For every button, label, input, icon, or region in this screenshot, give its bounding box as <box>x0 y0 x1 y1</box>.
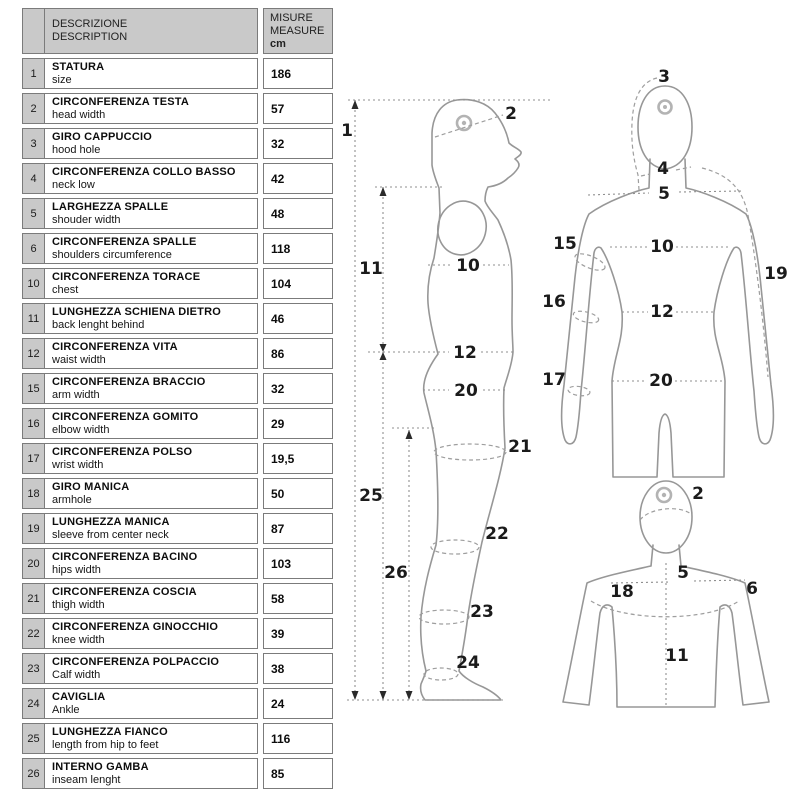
description-it: CIRCONFERENZA POLSO <box>52 446 193 458</box>
header-measure-cell <box>263 8 333 54</box>
description-en: sleeve from center neck <box>52 529 169 541</box>
table-row <box>22 653 258 684</box>
row-description-cell <box>44 653 258 684</box>
description-it: CIRCONFERENZA GINOCCHIO <box>52 621 219 633</box>
row-description-cell <box>44 408 258 439</box>
table-row <box>22 548 258 579</box>
row-number: 6 <box>22 233 45 264</box>
measure-point-label: 12 <box>453 343 477 363</box>
measure-value: 39 <box>263 618 333 649</box>
table-row <box>22 723 258 754</box>
measure-point-label: 21 <box>508 437 532 457</box>
description-en: knee width <box>52 634 105 646</box>
measure-value: 29 <box>263 408 333 439</box>
measure-value: 48 <box>263 198 333 229</box>
description-en: length from hip to feet <box>52 739 159 751</box>
row-description-cell <box>44 163 258 194</box>
back-head-outline <box>640 481 692 553</box>
row-description-cell <box>44 618 258 649</box>
measure-value: 118 <box>263 233 333 264</box>
header-measure: MEASURE <box>270 25 325 37</box>
description-en: Calf width <box>52 669 101 681</box>
header-number-cell <box>22 8 45 54</box>
measure-value: 104 <box>263 268 333 299</box>
row-number: 20 <box>22 548 45 579</box>
measure-point-label: 24 <box>456 653 480 673</box>
row-number: 25 <box>22 723 45 754</box>
row-number: 11 <box>22 303 45 334</box>
measure-point-label: 25 <box>359 486 383 506</box>
table-header-row <box>22 8 258 54</box>
description-it: CIRCONFERENZA COSCIA <box>52 586 197 598</box>
arrow-up-11 <box>380 187 387 196</box>
description-it: GIRO MANICA <box>52 481 130 493</box>
header-descrizione: DESCRIZIONE <box>52 18 128 30</box>
measure-value: 24 <box>263 688 333 719</box>
table-row <box>22 373 258 404</box>
measure-point-label: 1 <box>341 121 353 141</box>
header-description: DESCRIPTION <box>52 31 128 43</box>
measure-value: 19,5 <box>263 443 333 474</box>
measure-value: 87 <box>263 513 333 544</box>
measure-table-values <box>263 8 333 793</box>
measure-point-label: 26 <box>384 563 408 583</box>
description-it: GIRO CAPPUCCIO <box>52 131 152 143</box>
table-row <box>22 58 258 89</box>
measure-point-label: 20 <box>649 371 673 391</box>
description-en: arm width <box>52 389 100 401</box>
row-description-cell <box>44 93 258 124</box>
row-number: 5 <box>22 198 45 229</box>
arrow-up-1 <box>352 100 359 109</box>
arrow-down-25 <box>380 691 387 700</box>
measure-point-label: 15 <box>553 234 577 254</box>
description-en: inseam lenght <box>52 774 121 786</box>
measure-table-left <box>22 8 258 793</box>
row-description-cell <box>44 478 258 509</box>
row-description-cell <box>44 758 258 789</box>
table-row <box>22 338 258 369</box>
measure-point-label: 11 <box>359 259 383 279</box>
description-en: back lenght behind <box>52 319 145 331</box>
hood-line-3 <box>632 78 657 190</box>
table-row <box>22 163 258 194</box>
row-description-cell <box>44 373 258 404</box>
calf-ellipse-23 <box>419 610 469 624</box>
description-it: LUNGHEZZA SCHIENA DIETRO <box>52 306 221 318</box>
row-number: 16 <box>22 408 45 439</box>
description-en: size <box>52 74 72 86</box>
sleeve-line-19 <box>702 168 768 377</box>
head-logo-dot-icon <box>462 121 466 125</box>
description-en: elbow width <box>52 424 110 436</box>
front-view-figure <box>542 67 788 477</box>
table-row <box>22 128 258 159</box>
description-it: CIRCONFERENZA TORACE <box>52 271 201 283</box>
front-head-outline <box>638 86 692 169</box>
knee-ellipse-22 <box>431 540 479 554</box>
measure-point-label: 23 <box>470 602 494 622</box>
back-view-figure <box>563 481 769 707</box>
measure-value: 85 <box>263 758 333 789</box>
row-number: 17 <box>22 443 45 474</box>
description-en: armhole <box>52 494 92 506</box>
header-unit-cm: cm <box>270 38 286 50</box>
description-it: CIRCONFERENZA COLLO BASSO <box>52 166 236 178</box>
row-number: 3 <box>22 128 45 159</box>
description-it: CIRCONFERENZA GOMITO <box>52 411 199 423</box>
measure-value: 32 <box>263 128 333 159</box>
measure-point-label: 4 <box>657 159 669 179</box>
description-it: CIRCONFERENZA SPALLE <box>52 236 197 248</box>
table-row <box>22 268 258 299</box>
header-misure: MISURE <box>270 12 313 24</box>
description-en: shouder width <box>52 214 121 226</box>
row-number: 23 <box>22 653 45 684</box>
arrow-down-26 <box>406 691 413 700</box>
measure-point-label: 16 <box>542 292 566 312</box>
arrow-down-1 <box>352 691 359 700</box>
table-row <box>22 93 258 124</box>
measure-value: 103 <box>263 548 333 579</box>
table-row <box>22 408 258 439</box>
row-description-cell <box>44 198 258 229</box>
table-row <box>22 513 258 544</box>
row-number: 2 <box>22 93 45 124</box>
table-row <box>22 478 258 509</box>
table-row <box>22 443 258 474</box>
row-number: 26 <box>22 758 45 789</box>
thigh-ellipse-21 <box>434 444 506 460</box>
row-description-cell <box>44 233 258 264</box>
description-en: waist width <box>52 354 106 366</box>
description-en: hips width <box>52 564 101 576</box>
description-it: CIRCONFERENZA TESTA <box>52 96 190 108</box>
elbow-ellipse-16 <box>572 309 600 325</box>
measure-value: 46 <box>263 303 333 334</box>
description-it: CAVIGLIA <box>52 691 106 703</box>
row-description-cell <box>44 58 258 89</box>
description-it: CIRCONFERENZA BACINO <box>52 551 198 563</box>
measure-point-label: 5 <box>677 563 689 583</box>
description-it: LUNGHEZZA FIANCO <box>52 726 168 738</box>
side-arm-shape <box>432 196 492 260</box>
description-it: INTERNO GAMBA <box>52 761 149 773</box>
back-head-line-2 <box>640 509 692 520</box>
measure-point-label: 12 <box>650 302 674 322</box>
description-en: hood hole <box>52 144 101 156</box>
row-description-cell <box>44 723 258 754</box>
measure-value: 38 <box>263 653 333 684</box>
description-it: STATURA <box>52 61 105 73</box>
measure-point-label: 10 <box>456 256 480 276</box>
measure-point-label: 11 <box>665 646 689 666</box>
description-it: LARGHEZZA SPALLE <box>52 201 169 213</box>
table-row <box>22 758 258 789</box>
arrow-mid-11-25 <box>380 344 387 360</box>
row-description-cell <box>44 128 258 159</box>
measure-point-label: 2 <box>505 104 517 124</box>
measure-point-label: 20 <box>454 381 478 401</box>
back-head-logo-dot-icon <box>662 493 666 497</box>
ankle-ellipse-24 <box>424 668 458 680</box>
description-en: thigh width <box>52 599 105 611</box>
row-description-cell <box>44 268 258 299</box>
description-it: CIRCONFERENZA BRACCIO <box>52 376 206 388</box>
wrist-ellipse-17 <box>567 385 590 397</box>
table-row <box>22 198 258 229</box>
measure-point-label: 5 <box>658 184 670 204</box>
row-number: 21 <box>22 583 45 614</box>
row-description-cell <box>44 303 258 334</box>
row-number: 18 <box>22 478 45 509</box>
measure-point-label: 10 <box>650 237 674 257</box>
row-description-cell <box>44 443 258 474</box>
row-number: 24 <box>22 688 45 719</box>
row-number: 10 <box>22 268 45 299</box>
row-description-cell <box>44 513 258 544</box>
header-description-cell <box>44 8 258 54</box>
measure-value: 57 <box>263 93 333 124</box>
measure-point-label: 6 <box>746 579 758 599</box>
description-en: neck low <box>52 179 95 191</box>
table-row <box>22 618 258 649</box>
measure-value: 186 <box>263 58 333 89</box>
row-description-cell <box>44 583 258 614</box>
table-row <box>22 303 258 334</box>
row-description-cell <box>44 548 258 579</box>
measure-value: 32 <box>263 373 333 404</box>
description-en: wrist width <box>52 459 104 471</box>
measure-value: 58 <box>263 583 333 614</box>
row-number: 4 <box>22 163 45 194</box>
row-description-cell <box>44 688 258 719</box>
description-en: chest <box>52 284 79 296</box>
row-number: 15 <box>22 373 45 404</box>
description-en: Ankle <box>52 704 80 716</box>
measure-point-label: 17 <box>542 370 566 390</box>
measure-point-label: 3 <box>658 67 670 87</box>
measure-value: 116 <box>263 723 333 754</box>
measure-point-label: 22 <box>485 524 509 544</box>
row-number: 22 <box>22 618 45 649</box>
row-number: 1 <box>22 58 45 89</box>
measure-point-label: 18 <box>610 582 634 602</box>
row-number: 19 <box>22 513 45 544</box>
measure-value: 86 <box>263 338 333 369</box>
table-row <box>22 688 258 719</box>
measure-point-label: 2 <box>692 484 704 504</box>
measure-point-label: 19 <box>764 264 788 284</box>
description-it: CIRCONFERENZA POLPACCIO <box>52 656 220 668</box>
front-head-logo-dot-icon <box>663 105 667 109</box>
description-en: head width <box>52 109 106 121</box>
table-row <box>22 233 258 264</box>
side-view-figure <box>341 100 553 700</box>
description-it: CIRCONFERENZA VITA <box>52 341 178 353</box>
measure-value: 42 <box>263 163 333 194</box>
description-it: LUNGHEZZA MANICA <box>52 516 170 528</box>
table-row <box>22 583 258 614</box>
row-description-cell <box>44 338 258 369</box>
arrow-up-26 <box>406 430 413 439</box>
measure-value: 50 <box>263 478 333 509</box>
body-measures-diagram <box>335 55 800 800</box>
description-en: shoulders circumference <box>52 249 172 261</box>
row-number: 12 <box>22 338 45 369</box>
